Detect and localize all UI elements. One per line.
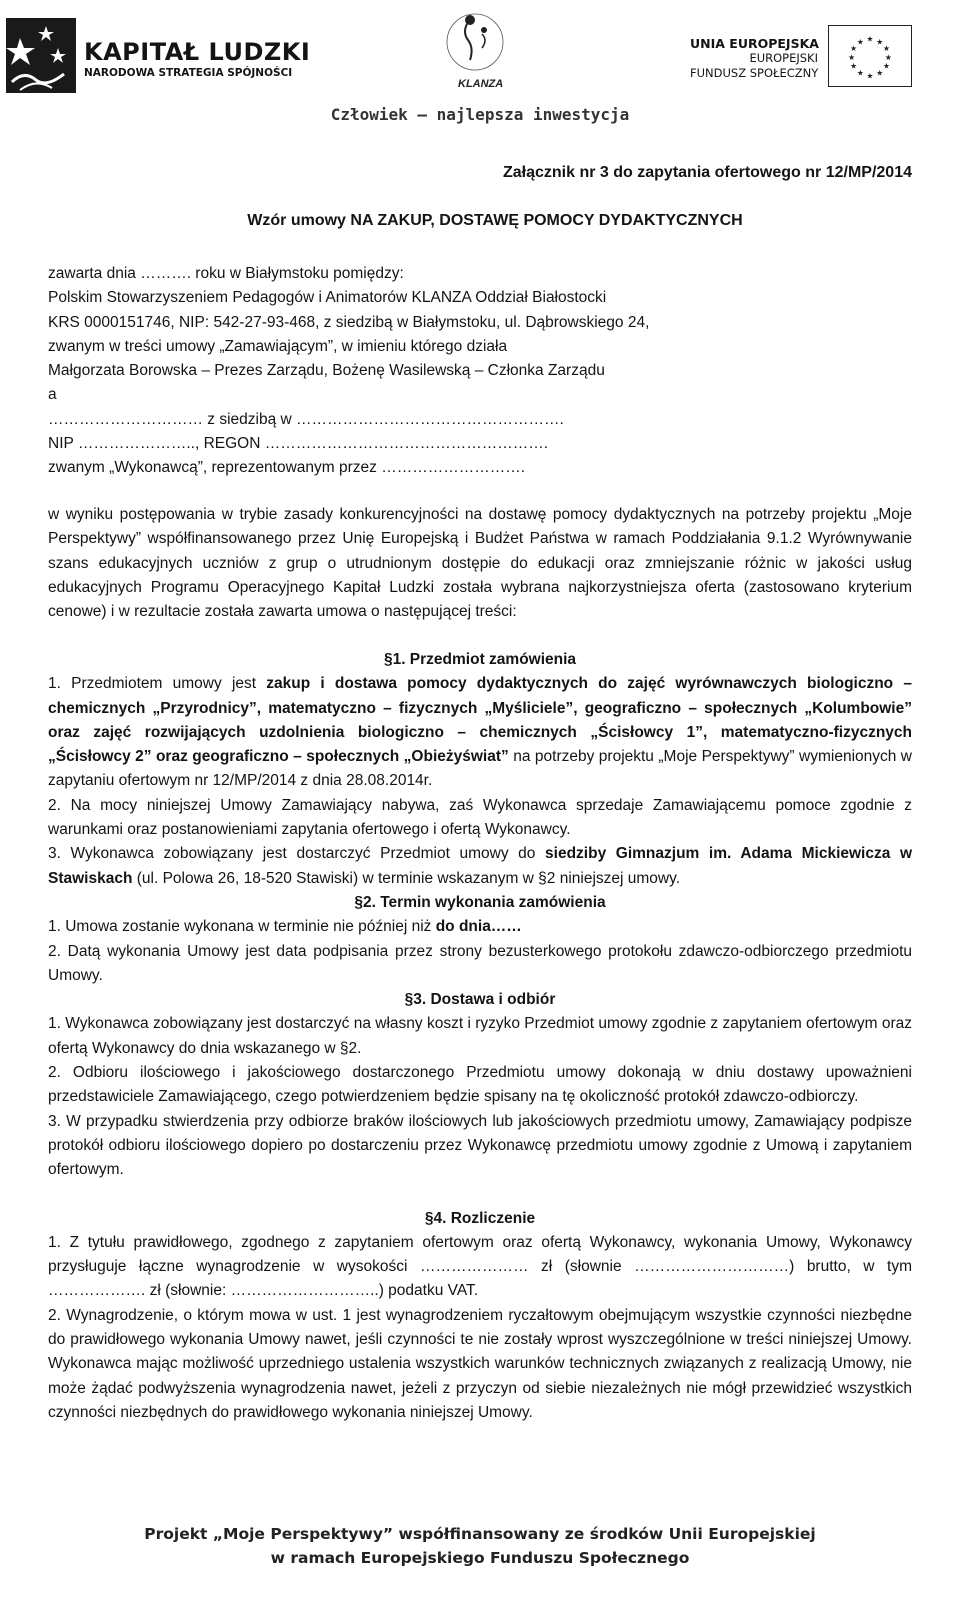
section-2-heading: §2. Termin wykonania zamówienia <box>354 893 606 911</box>
svg-text:★: ★ <box>856 37 864 47</box>
contract-parties <box>48 262 912 481</box>
section-1-paragraph-2: 2. Na mocy niniejszej Umowy Zamawiający nabywa, zaś Wykonawca sprzedaje Zamawiającemu pomoce zgodnie z warunkami oraz postanowieniami zapytania ofertowego i ofertą Wykonawcy. <box>48 796 912 839</box>
contract-sections <box>48 648 912 1425</box>
section-3-paragraph-2: 2. Odbioru ilościowego i jakościowego dostarczonego Przedmiotu umowy dokonają w dniu dostawy upoważnieni przedstawiciele Zamawiającego, czego potwierdzeniem będzie spisany na tę okoliczność protokół zdawczo-odbiorczy. <box>48 1064 912 1106</box>
section-1-paragraph-1 <box>48 672 912 793</box>
parties-line: ………………………… z siedzibą w ……………………………………………. <box>48 410 564 428</box>
section-2-paragraph-1 <box>48 915 912 939</box>
text-run: 3. Wykonawca zobowiązany jest dostarczyć Przedmiot umowy do <box>48 845 546 863</box>
bold-text-run: do dnia…… <box>435 918 522 936</box>
eu-flag-icon <box>828 25 912 87</box>
eu-line-fund: FUNDUSZ SPOŁECZNY <box>690 66 819 80</box>
parties-line: NIP ………………….., REGON ………………………………………………. <box>48 435 549 453</box>
klanza-wordmark: KLANZA <box>458 78 504 90</box>
svg-text:★: ★ <box>866 34 874 44</box>
text-run: na potrzeby projektu „Moje Perspektywy” wymienionych w zapytaniu ofertowym nr 12/MP/2014 z dnia 28.08.2014r. <box>48 748 913 790</box>
svg-text:★: ★ <box>884 52 892 62</box>
section-1-paragraph-3 <box>48 842 912 891</box>
svg-text:★: ★ <box>866 71 874 81</box>
parties-line: zwanym w treści umowy „Zamawiającym”, w imieniu którego działa <box>48 337 508 355</box>
svg-text:★: ★ <box>856 68 864 78</box>
svg-text:★: ★ <box>876 37 884 47</box>
document-title: Wzór umowy NA ZAKUP, DOSTAWĘ POMOCY DYDAKTYCZNYCH <box>247 212 743 229</box>
section-2-paragraph-2: 2. Datą wykonania Umowy jest data podpisania przez strony bezusterkowego protokołu zdawczo-odbiorczego przedmiotu Umowy. <box>48 942 912 984</box>
svg-text:★: ★ <box>850 61 858 71</box>
intro-paragraph: w wyniku postępowania w trybie zasady konkurencyjności na dostawę pomocy dydaktycznych na potrzeby projektu „Moje Perspektywy” współfinansowanego przez Unię Europejską i Budżet Państwa w ramach Poddziałania 9.1.2 Wyrównywanie szans edukacyjnych uczniów z grup o utrudnionym dostępie do edukacji oraz zmniejszanie różnic w jakości usług edukacyjnych Programu Operacyjnego Kapitał Ludzki została wybrana najkorzystniejsza oferta (zastosowano kryterium cenowe) i w rezultacie została zawarta umowa o następującej treści: <box>48 506 912 621</box>
section-4-heading: §4. Rozliczenie <box>424 1209 536 1227</box>
motto: Człowiek – najlepsza inwestycja <box>330 105 630 124</box>
svg-text:★: ★ <box>882 61 890 71</box>
svg-text:★: ★ <box>848 52 856 62</box>
parties-line: KRS 0000151746, NIP: 542-27-93-468, z siedzibą w Białymstoku, ul. Dąbrowskiego 24, <box>48 313 650 331</box>
svg-text:★: ★ <box>850 44 858 54</box>
section-4-paragraph-1: 1. Z tytułu prawidłowego, zgodnego z zapytaniem ofertowym oraz ofertą Wykonawcy, wykonania Umowy, Wykonawcy przysługuje łączne wynagrodzenie w wysokości ………………… zł (słownie …………………………) brutto, w tym ………………. zł (słownie: ………………………..) podatku VAT. <box>48 1233 912 1300</box>
annex-heading: Załącznik nr 3 do zapytania ofertowego nr 12/MP/2014 <box>502 164 912 181</box>
footer-line-1: Projekt „Moje Perspektywy” współfinansowany ze środków Unii Europejskiej <box>144 1525 816 1543</box>
kapital-ludzki-subtitle: NARODOWA STRATEGIA SPÓJNOŚCI <box>84 67 293 79</box>
page-footer <box>0 1522 960 1570</box>
footer-line-2: w ramach Europejskiego Funduszu Społecznego <box>270 1549 690 1567</box>
parties-line: zawarta dnia ………. roku w Białymstoku pomiędzy: <box>48 265 404 282</box>
eu-line-european: EUROPEJSKI <box>749 51 818 65</box>
eu-label <box>690 36 818 81</box>
text-run: 1. Przedmiotem umowy jest <box>48 675 267 693</box>
section-3-heading: §3. Dostawa i odbiór <box>404 991 556 1009</box>
section-gap <box>48 1183 912 1207</box>
eu-line-union: UNIA EUROPEJSKA <box>690 36 819 51</box>
section-1-heading: §1. Przedmiot zamówienia <box>383 651 577 668</box>
parties-line: zwanym „Wykonawcą”, reprezentowanym przez ………………………. <box>48 459 526 477</box>
text-run: (ul. Polowa 26, 18-520 Stawiski) w terminie wskazanym w §2 niniejszej umowy. <box>132 869 681 887</box>
text-run: 1. Umowa zostanie wykonana w terminie nie później niż <box>48 918 436 936</box>
bold-text-run: siedziby Gimnazjum im. Adama Mickiewicza w Stawiskach <box>48 845 913 887</box>
parties-line: Polskim Stowarzyszeniem Pedagogów i Animatorów KLANZA Oddział Białostocki <box>48 289 607 307</box>
section-3-paragraph-1: 1. Wykonawca zobowiązany jest dostarczyć na własny koszt i ryzyko Przedmiot umowy zgodnie z zapytaniem ofertowym oraz ofertą Wykonawcy do dnia wskazanego w §2. <box>48 1015 912 1057</box>
parties-line: a <box>48 386 57 404</box>
svg-text:★: ★ <box>882 44 890 54</box>
section-4-paragraph-2: 2. Wynagrodzenie, o którym mowa w ust. 1 jest wynagrodzeniem ryczałtowym obejmującym wszystkie czynności niezbędne do prawidłowego wykonania Umowy nawet, jeśli czynności te nie zostały wprost wyszczególnione w treści niniejszej Umowy. Wykonawca mając możliwość uprzedniego ustalenia wszystkich warunków technicznych związanych z realizacją Umowy, nie może żądać podwyższenia wynagrodzenia nawet, jeżeli z przyczyn od siebie niezależnych nie mógł przewidzieć wszystkich czynności niezbędnych do prawidłowego wykonania niniejszej Umowy. <box>48 1306 912 1421</box>
bold-text-run: zakup i dostawa pomocy dydaktycznych do zajęć wyrównawczych biologiczno – chemicznych „Przyrodnicy”, matematyczno – fizycznych „Myśliciele”, geograficzno – społecznych „Kolumbowie” oraz zajęć rozwijających uzdolnienia biologiczno – chemicznych „Ścisłowcy 1”, matematyczno-fizycznych „Ścisłowcy 2” oraz geograficzno – społecznych „Obieżyświat” <box>48 675 912 766</box>
svg-text:★: ★ <box>876 68 884 78</box>
kapital-ludzki-title: KAPITAŁ LUDZKI <box>84 38 311 66</box>
section-3-paragraph-3: 3. W przypadku stwierdzenia przy odbiorze braków ilościowych lub jakościowych przedmiotu umowy, Zamawiający podpisze protokół odbioru ilościowego dopiero po dostarczeniu przez Wykonawcę przedmiotu umowy zgodnie z Umową i zapytaniem ofertowym. <box>48 1112 912 1179</box>
parties-line: Małgorzata Borowska – Prezes Zarządu, Bożenę Wasilewską – Członka Zarządu <box>48 362 605 380</box>
